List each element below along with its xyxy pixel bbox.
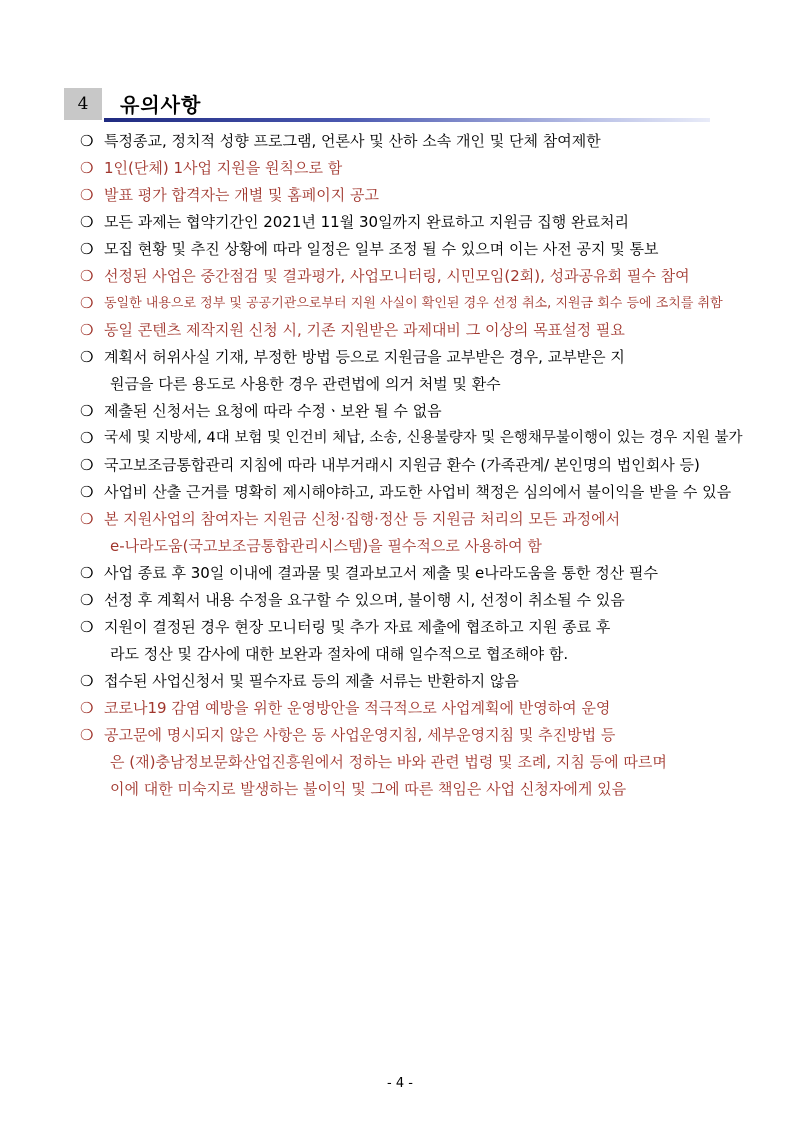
title-underline [104,118,710,122]
item-text: 1인(단체) 1사업 지원을 원칙으로 함 [104,159,343,177]
list-item [80,614,742,668]
item-text: 공고문에 명시되지 않은 사항은 동 사업운영지침, 세부운영지침 및 추진방법 등 [104,726,616,744]
list-item [80,344,742,398]
item-text: 모집 현황 및 추진 상황에 따라 일정은 일부 조정 될 수 있으며 이는 사전 공지 및 통보 [104,240,659,258]
list-item [80,398,742,425]
item-text: 계획서 허위사실 기재, 부정한 방법 등으로 지원금을 교부받은 경우, 교부받은 지 [104,348,625,366]
list-item [80,452,742,479]
circle-bullet-icon: ❍ [80,159,94,177]
list-item [80,479,742,506]
item-text: 동일한 내용으로 정부 및 공공기관으로부터 지원 사실이 확인된 경우 선정 취소, 지원금 회수 등에 조치를 취함 [104,296,723,311]
list-item [80,668,742,695]
list-item [80,182,742,209]
list-item [80,587,742,614]
page-number: - 4 - [387,1076,413,1091]
item-text: 발표 평가 합격자는 개별 및 홈페이지 공고 [104,186,379,204]
list-item [80,263,742,290]
list-item [80,560,742,587]
circle-bullet-icon: ❍ [80,591,94,609]
circle-bullet-icon: ❍ [80,402,94,420]
item-text: 코로나19 감염 예방을 위한 운영방안을 적극적으로 사업계획에 반영하여 운영 [104,699,611,717]
item-text: 본 지원사업의 참여자는 지원금 신청·집행·정산 등 지원금 처리의 모든 과정에서 [104,510,621,528]
list-item [80,506,742,560]
item-text: 선정된 사업은 중간점검 및 결과평가, 사업모니터링, 시민모임(2회), 성과공유회 필수 참여 [104,267,690,285]
circle-bullet-icon: ❍ [80,294,94,312]
list-item [80,722,742,803]
circle-bullet-icon: ❍ [80,240,94,258]
circle-bullet-icon: ❍ [80,348,94,366]
circle-bullet-icon: ❍ [80,132,94,150]
circle-bullet-icon: ❍ [80,456,94,474]
section-number: 4 [64,88,102,120]
item-text: 모든 과제는 협약기간인 2021년 11월 30일까지 완료하고 지원금 집행 완료처리 [104,213,629,231]
item-text: 사업 종료 후 30일 이내에 결과물 및 결과보고서 제출 및 e나라도움을 통한 정산 필수 [104,564,658,582]
list-item [80,695,742,722]
item-text: 국고보조금통합관리 지침에 따라 내부거래시 지원금 환수 (가족관계/ 본인명의 법인회사 등) [104,456,700,474]
circle-bullet-icon: ❍ [80,618,94,636]
circle-bullet-icon: ❍ [80,564,94,582]
item-text: 사업비 산출 근거를 명확히 제시해야하고, 과도한 사업비 책정은 심의에서 불이익을 받을 수 있음 [104,483,732,501]
list-item [80,155,742,182]
item-text-continued: 은 (재)충남정보문화산업진흥원에서 정하는 바와 관련 법령 및 조례, 지침 등에 따르며 [110,753,667,771]
item-text-continued: 이에 대한 미숙지로 발생하는 불이익 및 그에 따른 책임은 사업 신청자에게 있음 [110,780,627,798]
list-item [80,236,742,263]
item-text: 제출된 신청서는 요청에 따라 수정ㆍ보완 될 수 없음 [104,402,442,420]
section-header [64,86,710,122]
item-text: 국세 및 지방세, 4대 보험 및 인건비 체납, 소송, 신용불량자 및 은행채무불이행이 있는 경우 지원 불가 [104,430,743,446]
item-text: 선정 후 계획서 내용 수정을 요구할 수 있으며, 불이행 시, 선정이 취소될 수 있음 [104,591,625,609]
list-item [80,128,742,155]
circle-bullet-icon: ❍ [80,510,94,528]
circle-bullet-icon: ❍ [80,321,94,339]
list-item [80,317,742,344]
section-title: 유의사항 [120,93,202,117]
item-text: 특정종교, 정치적 성향 프로그램, 언론사 및 산하 소속 개인 및 단체 참여제한 [104,132,601,150]
circle-bullet-icon: ❍ [80,726,94,744]
circle-bullet-icon: ❍ [80,483,94,501]
notice-list [80,128,742,803]
item-text: 접수된 사업신청서 및 필수자료 등의 제출 서류는 반환하지 않음 [104,672,519,690]
circle-bullet-icon: ❍ [80,429,94,447]
item-text-continued: 라도 정산 및 감사에 대한 보완과 절차에 대해 일수적으로 협조해야 함. [110,645,569,663]
circle-bullet-icon: ❍ [80,186,94,204]
circle-bullet-icon: ❍ [80,267,94,285]
list-item [80,425,742,452]
list-item [80,290,742,317]
item-text-continued: 원금을 다른 용도로 사용한 경우 관련법에 의거 처벌 및 환수 [110,375,501,393]
list-item [80,209,742,236]
item-text: 동일 콘텐츠 제작지원 신청 시, 기존 지원받은 과제대비 그 이상의 목표설정 필요 [104,321,625,339]
circle-bullet-icon: ❍ [80,672,94,690]
item-text: 지원이 결정된 경우 현장 모니터링 및 추가 자료 제출에 협조하고 지원 종료 후 [104,618,611,636]
circle-bullet-icon: ❍ [80,213,94,231]
circle-bullet-icon: ❍ [80,699,94,717]
item-text-continued: e-나라도움(국고보조금통합관리시스템)을 필수적으로 사용하여 함 [110,537,542,555]
